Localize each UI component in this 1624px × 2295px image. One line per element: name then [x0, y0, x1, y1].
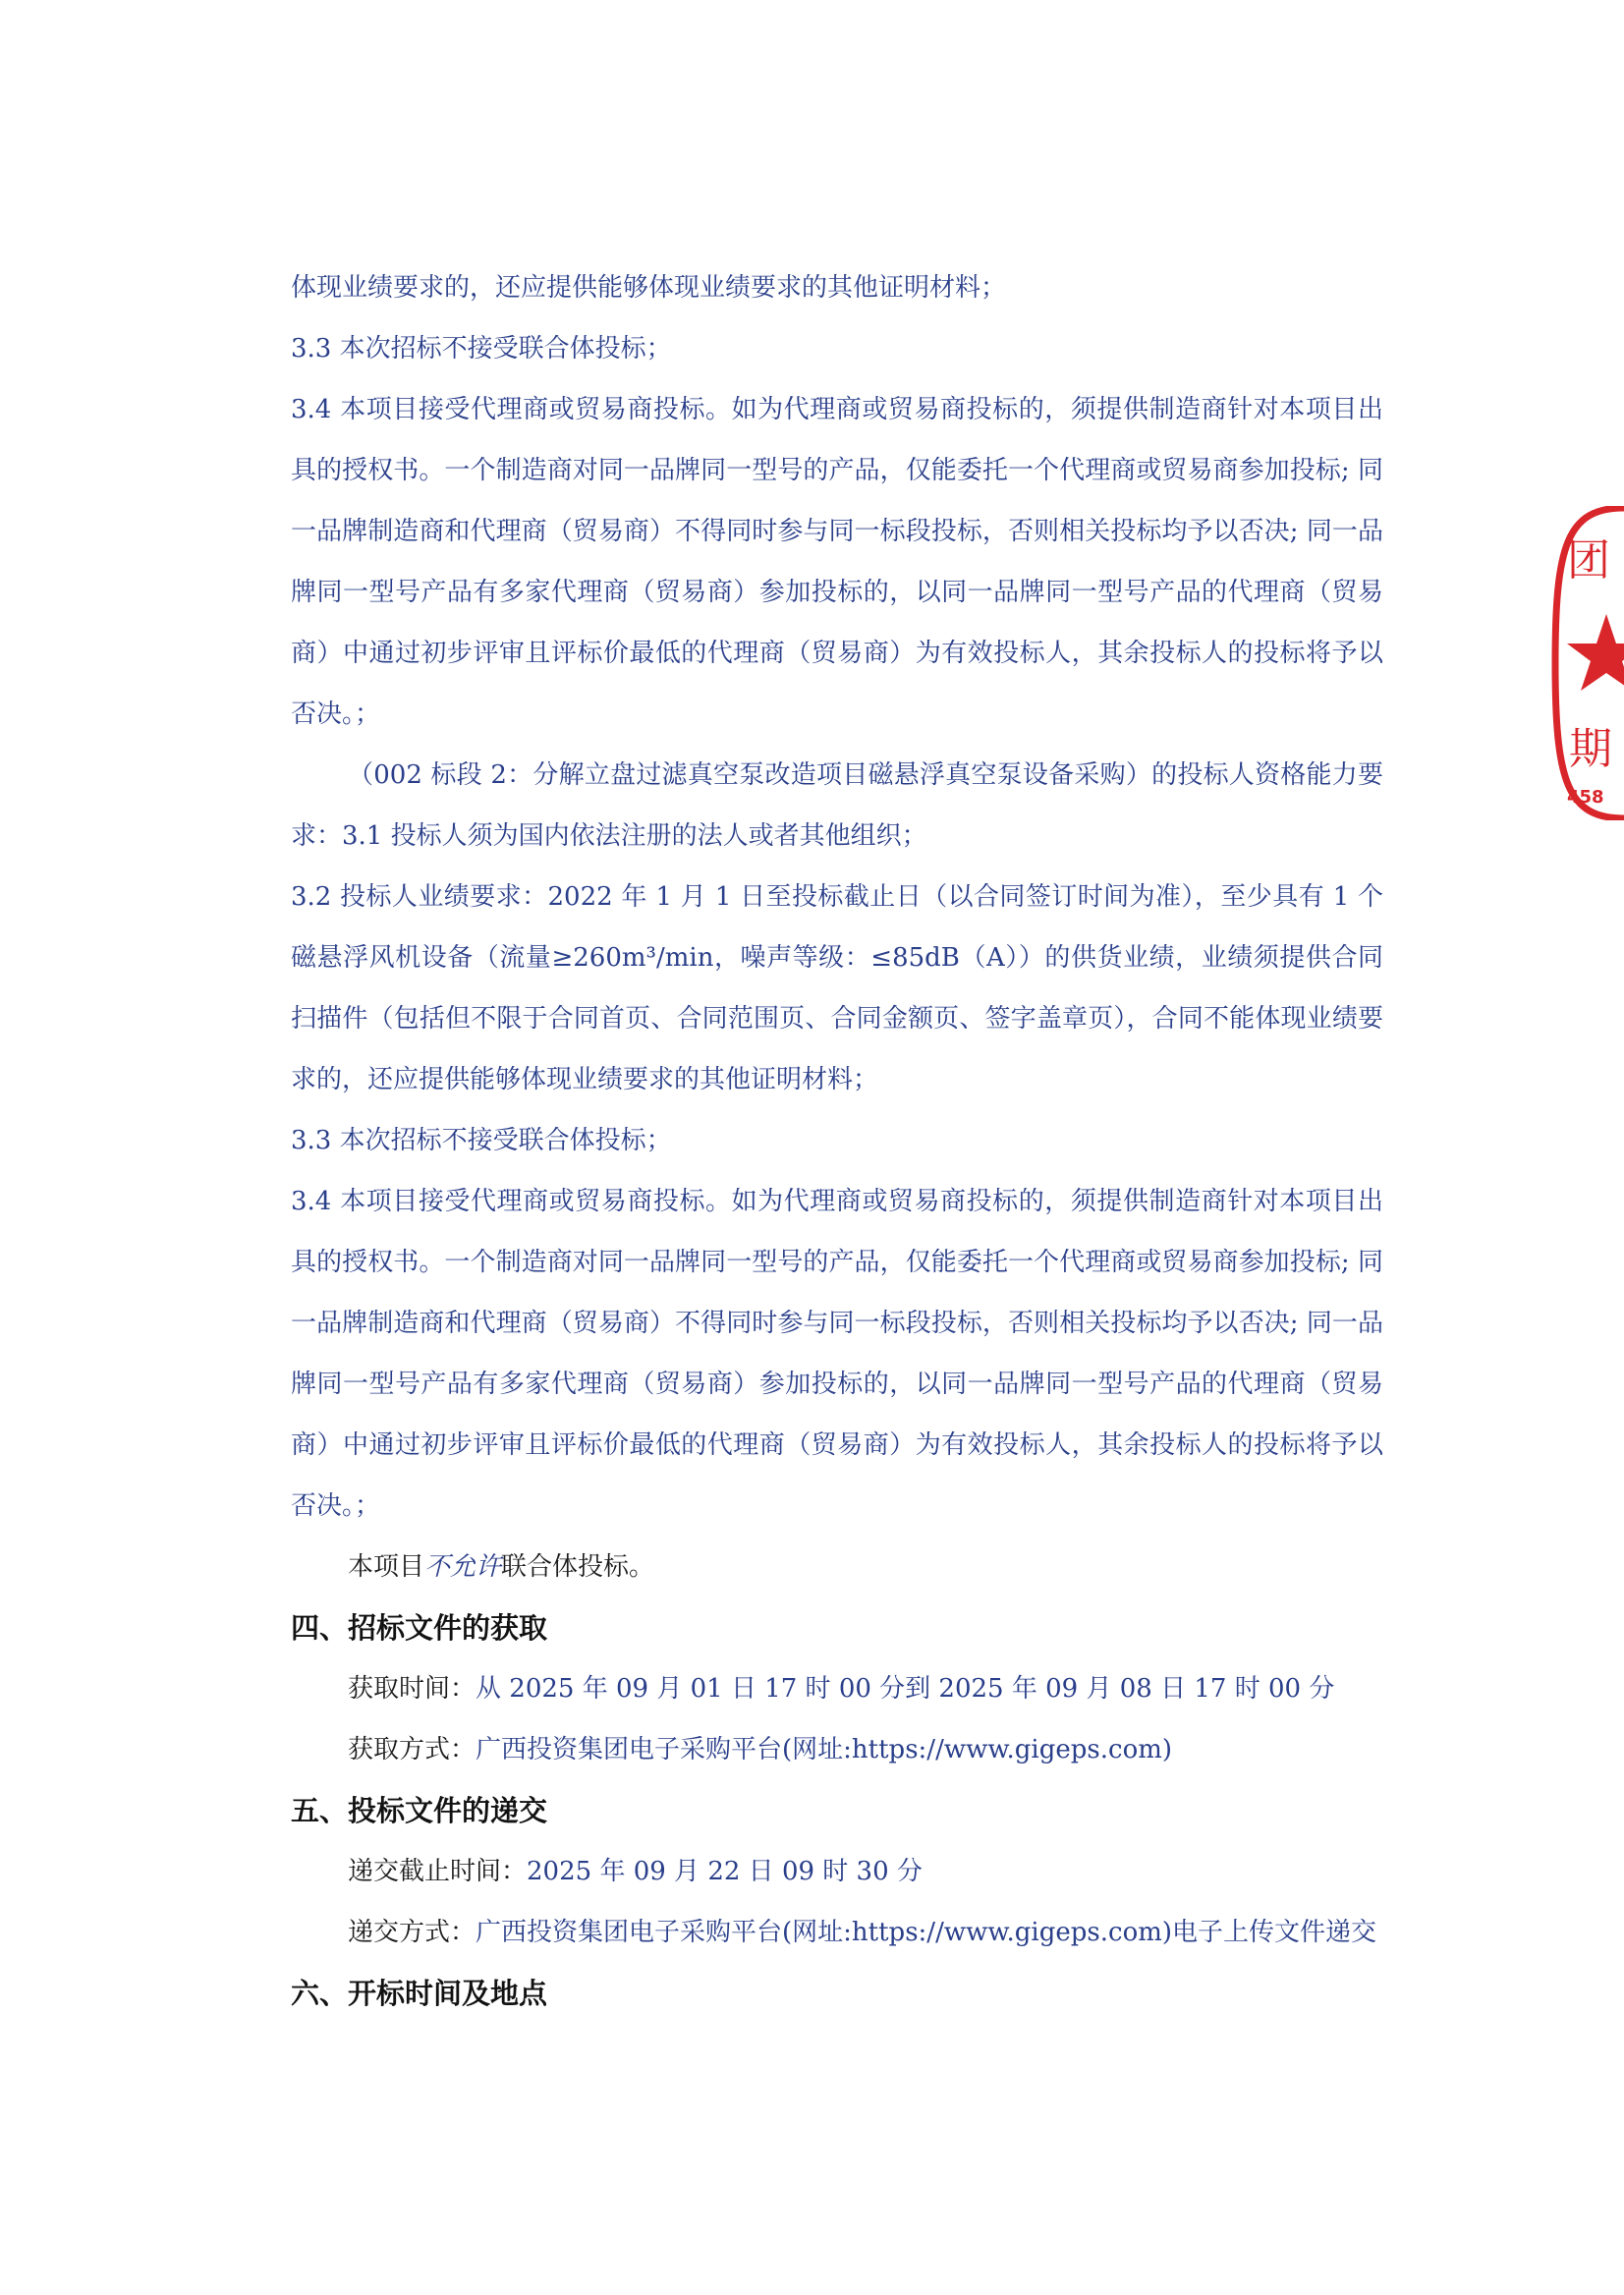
- paragraph-lot2-clause-3-4: 3.4 本项目接受代理商或贸易商投标。如为代理商或贸易商投标的，须提供制造商针对本项目出具的授权书。一个制造商对同一品牌同一型号的产品，仅能委托一个代理商或贸易商参加投标; 同一品牌制造商和代理商（贸易商）不得同时参与同一标段投标，否则相关投标均予以否决; 同一品牌同一型号产品有多家代理商（贸易商）参加投标的，以同一品牌同一型号产品的代理商（贸易商）中通过初步评审且评标价最低的代理商（贸易商）为有效投标人，其余投标人的投标将予以否决。；: [291, 1187, 1383, 1521]
- document-body: [291, 257, 1383, 2024]
- paragraph-lot1-continuation: 体现业绩要求的，还应提供能够体现业绩要求的其他证明材料；: [291, 273, 1007, 303]
- consortium-value: 不允许: [424, 1552, 502, 1582]
- consortium-prefix: 本项目: [348, 1552, 425, 1582]
- section-4-time: [291, 1658, 1383, 1719]
- seal-char-bottom: 期: [1569, 724, 1612, 774]
- company-seal-fragment: [1547, 506, 1624, 820]
- paragraph-lot2-intro: （002 标段 2：分解立盘过滤真空泵改造项目磁悬浮真空泵设备采购）的投标人资格能力要求：3.1 投标人须为国内依法注册的法人或者其他组织；: [291, 760, 1383, 851]
- paragraph-lot1-clause-3-3: 3.3 本次招标不接受联合体投标；: [291, 334, 672, 364]
- deadline-value: 2025 年 09 月 22 日 09 时 30 分: [527, 1857, 923, 1886]
- deadline-label: 递交截止时间：: [348, 1857, 528, 1886]
- method-label: 获取方式：: [348, 1735, 476, 1764]
- paragraph-lot1-clause-3-4: 3.4 本项目接受代理商或贸易商投标。如为代理商或贸易商投标的，须提供制造商针对本项目出具的授权书。一个制造商对同一品牌同一型号的产品，仅能委托一个代理商或贸易商参加投标; 同一品牌制造商和代理商（贸易商）不得同时参与同一标段投标，否则相关投标均予以否决; 同一品牌同一型号产品有多家代理商（贸易商）参加投标的，以同一品牌同一型号产品的代理商（贸易商）中通过初步评审且评标价最低的代理商（贸易商）为有效投标人，其余投标人的投标将予以否决。；: [291, 395, 1383, 729]
- seal-star-icon: [1567, 614, 1624, 691]
- section-4-heading: 四、招标文件的获取: [291, 1611, 548, 1645]
- submit-method-value: 广西投资集团电子采购平台(网址:https://www.gigeps.com)电子上传文件递交: [476, 1918, 1377, 1947]
- method-value: 广西投资集团电子采购平台(网址:https://www.gigeps.com): [476, 1735, 1173, 1764]
- section-6-heading: 六、开标时间及地点: [291, 1977, 548, 2010]
- seal-char-top: 团: [1567, 535, 1610, 586]
- section-5-deadline: [291, 1841, 1383, 1902]
- seal-digits: 458: [1567, 787, 1604, 808]
- section-5-method: [291, 1902, 1383, 1963]
- submit-method-label: 递交方式：: [348, 1918, 476, 1947]
- time-value: 从 2025 年 09 月 01 日 17 时 00 分到 2025 年 09 月 08 日 17 时 00 分: [476, 1674, 1335, 1704]
- paragraph-consortium: [291, 1537, 1383, 1597]
- time-label: 获取时间：: [348, 1674, 476, 1704]
- consortium-suffix: 联合体投标。: [501, 1552, 655, 1582]
- section-4-method: [291, 1719, 1383, 1780]
- section-5-heading: 五、投标文件的递交: [291, 1794, 548, 1827]
- paragraph-lot2-clause-3-2: 3.2 投标人业绩要求：2022 年 1 月 1 日至投标截止日（以合同签订时间为准），至少具有 1 个磁悬浮风机设备（流量≥260m³/min，噪声等级：≤85dB（A））的供货业绩，业绩须提供合同扫描件（包括但不限于合同首页、合同范围页、合同金额页、签字盖章页），合同不能体现业绩要求的，还应提供能够体现业绩要求的其他证明材料；: [291, 882, 1383, 1094]
- paragraph-lot2-clause-3-3: 3.3 本次招标不接受联合体投标；: [291, 1126, 672, 1155]
